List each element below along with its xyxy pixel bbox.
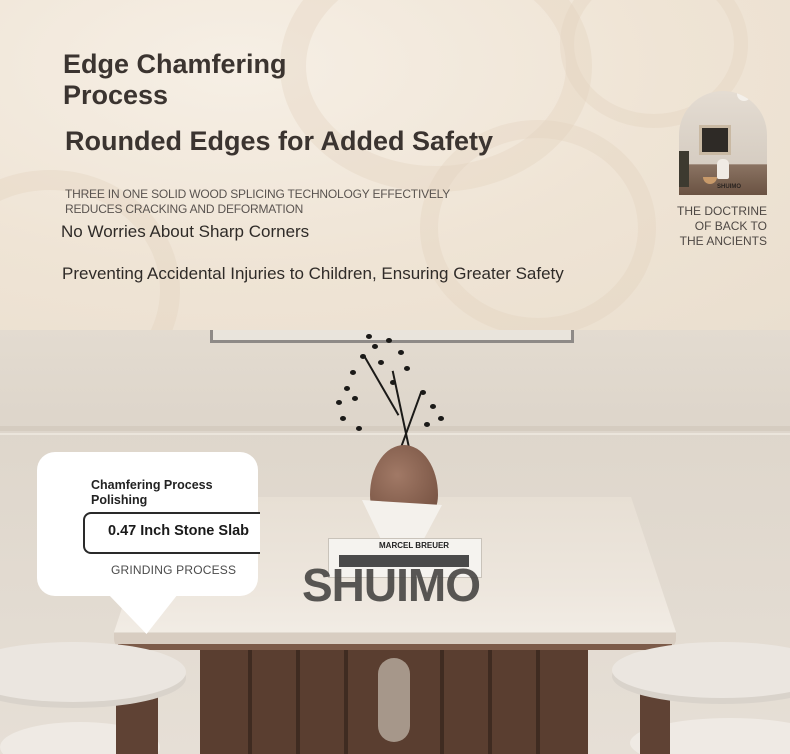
- table-edge-trim: [118, 644, 672, 650]
- header-banner: [0, 0, 790, 330]
- wood-slat: [296, 650, 300, 754]
- wall-molding: [0, 433, 790, 435]
- table-base: [200, 650, 588, 754]
- stool-leg: [640, 686, 670, 754]
- tech-line-1: THREE IN ONE SOLID WOOD SPLICING TECHNOLOGY EFFECTIVELY: [65, 187, 451, 201]
- doctrine-caption: [660, 204, 767, 249]
- wood-slat: [344, 650, 348, 754]
- doctrine-line-1: THE DOCTRINE: [677, 204, 767, 218]
- wood-slat: [440, 650, 444, 754]
- safety-text: Preventing Accidental Injuries to Children, Ensuring Greater Safety: [62, 264, 564, 283]
- callout-title-line-2: Polishing: [91, 493, 148, 507]
- wall-molding: [0, 426, 790, 431]
- sculpture: [717, 159, 729, 179]
- wood-slat: [248, 650, 252, 754]
- wood-slat: [488, 650, 492, 754]
- stool-leg: [116, 690, 158, 754]
- callout-title: [91, 478, 251, 508]
- doctrine-line-3: THE ANCIENTS: [679, 234, 767, 248]
- wall-art: [699, 125, 731, 155]
- book-title: MARCEL BREUER: [379, 541, 450, 550]
- interior-thumbnail: [679, 91, 767, 195]
- tech-line-2: REDUCES CRACKING AND DEFORMATION: [65, 202, 304, 216]
- callout-title-line-1: Chamfering Process: [91, 478, 213, 492]
- wood-slat: [536, 650, 540, 754]
- slab-thickness-label: 0.47 Inch Stone Slab: [108, 523, 250, 539]
- doctrine-line-2: OF BACK TO: [694, 219, 767, 233]
- title-line-2: Process: [63, 80, 169, 110]
- technology-caption: [65, 187, 450, 217]
- thumbnail-brand: SHUIMO: [717, 184, 741, 190]
- sharp-corners-text: No Worries About Sharp Corners: [61, 222, 310, 241]
- wall-frame: [210, 330, 574, 343]
- stool-seat: [0, 642, 186, 702]
- subtitle: Rounded Edges for Added Safety: [65, 126, 494, 156]
- grinding-caption: GRINDING PROCESS: [111, 563, 237, 577]
- pendant-lamp: [737, 91, 751, 101]
- title-line-1: Edge Chamfering: [63, 49, 287, 79]
- page-title: [63, 49, 287, 111]
- stool-seat: [612, 642, 790, 698]
- base-cutout: [378, 658, 410, 742]
- fruit-bowl: [703, 177, 717, 184]
- plant: [679, 151, 689, 187]
- brand-watermark: SHUIMO: [302, 559, 480, 611]
